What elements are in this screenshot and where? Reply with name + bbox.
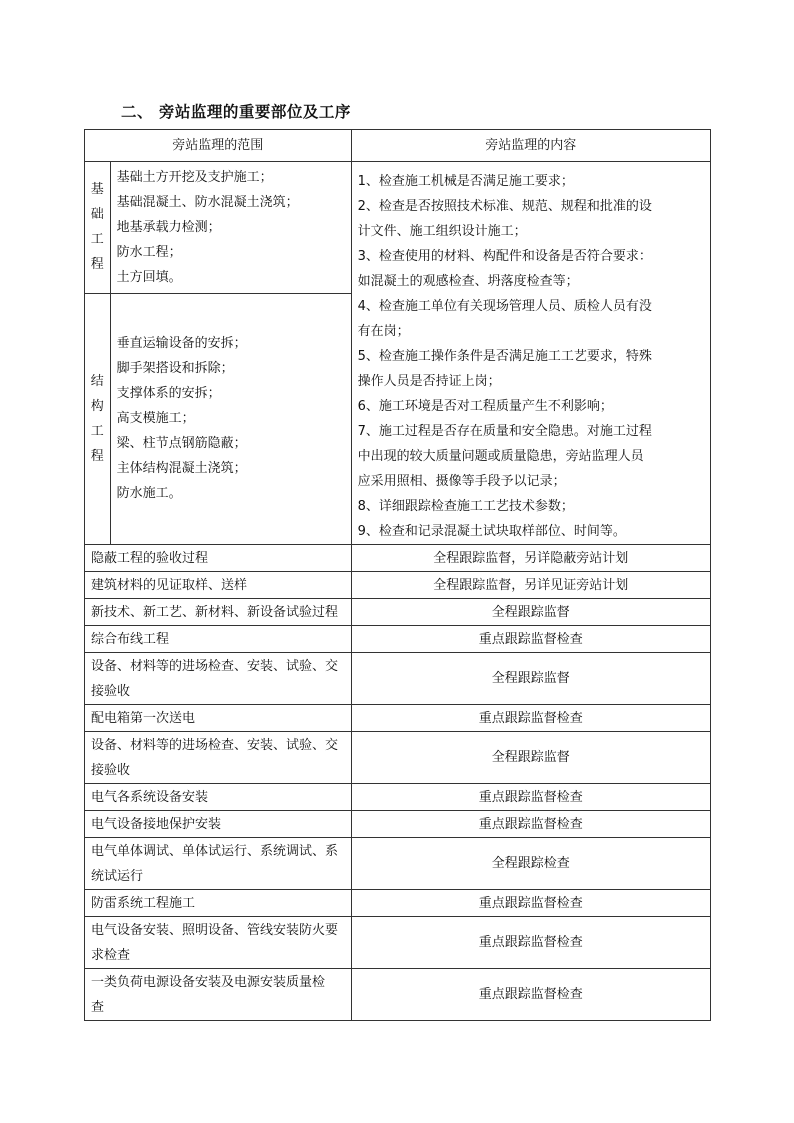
group-label-char: 程 [90,448,104,464]
row-scope-line: 电气设备接地保护安装 [91,816,222,832]
table-row [85,626,711,653]
row-scope-line: 查 [91,999,105,1015]
row-scope-line: 配电箱第一次送电 [91,710,196,726]
row-content: 全程跟踪监督 [351,653,710,705]
table-row [85,732,711,784]
row-scope [85,969,352,1021]
row-scope [85,732,352,784]
row-scope [85,784,352,811]
row-scope-line: 接验收 [91,762,131,778]
row-content: 重点跟踪监督检查 [351,917,710,969]
group-label-char: 工 [90,423,104,439]
row-scope [85,917,352,969]
table-row [85,838,711,890]
content-line: 中出现的较大质量问题或质量隐患，旁站监理人员 [357,449,644,464]
row-scope-line: 求检查 [91,947,131,963]
table-row [85,572,711,599]
row-scope-line: 设备、材料等的进场检查、安装、试验、交 [91,658,339,674]
group-item: 主体结构混凝土浇筑； [116,461,247,477]
row-scope-line: 电气单体调试、单体试运行、系统调试、系 [91,843,339,859]
row-content: 重点跟踪监督检查 [351,811,710,838]
group-item: 梁、柱节点钢筋隐蔽； [116,436,247,452]
row-content: 重点跟踪监督检查 [351,705,710,732]
content-line: 3、检查使用的材料、构配件和设备是否符合要求： [357,249,652,264]
group-label-char: 结 [90,373,104,389]
group-label-char: 工 [90,232,104,248]
table-row [85,811,711,838]
section-heading: 二、 旁站监理的重要部位及工序 [121,103,351,121]
group-item: 地基承载力检测； [116,219,221,235]
row-content: 全程跟踪监督 [351,732,710,784]
row-scope-line: 隐蔽工程的验收过程 [91,550,209,566]
row-scope-line: 一类负荷电源设备安装及电源安装质量检 [91,974,326,990]
row-scope [85,626,352,653]
row-content: 重点跟踪监督检查 [351,626,710,653]
content-line: 6、施工环境是否对工程质量产生不利影响； [357,399,613,414]
group-items-foundation [110,162,351,294]
content-line: 应采用照相、摄像等手段予以记录； [357,474,566,489]
content-line: 2、检查是否按照技术标准、规范、规程和批准的设 [357,199,652,214]
table-row [85,653,711,705]
content-line: 4、检查施工单位有关现场管理人员、质检人员有没 [357,299,652,314]
group-item: 基础土方开挖及支护施工； [116,169,273,185]
content-line: 操作人员是否持证上岗； [357,374,501,389]
row-scope-line: 综合布线工程 [91,631,170,647]
content-line: 7、施工过程是否存在质量和安全隐患。对施工过程 [357,424,652,439]
supervision-table [84,129,711,1021]
content-line: 如混凝土的观感检查、坍落度检查等； [357,274,579,289]
header-scope: 旁站监理的范围 [85,130,352,162]
table-row [85,890,711,917]
row-content: 全程跟踪监督 [351,599,710,626]
row-scope [85,653,352,705]
content-line: 8、详细跟踪检查施工工艺技术参数； [357,499,574,514]
group-label-structure [85,293,111,544]
row-scope [85,599,352,626]
group-item: 垂直运输设备的安拆； [116,336,247,352]
row-scope-line: 防雷系统工程施工 [91,895,196,911]
row-scope [85,572,352,599]
table-row [85,917,711,969]
group-item: 防水施工。 [116,486,182,502]
inspection-content-cell [351,162,710,545]
table-row [85,545,711,572]
table-row [85,969,711,1021]
table-row [85,599,711,626]
group-item: 支撑体系的安拆； [116,386,221,402]
group-row-foundation [85,162,711,294]
group-items-structure [110,293,351,544]
row-scope [85,838,352,890]
table-header-row [85,130,711,162]
row-scope [85,890,352,917]
row-content: 全程跟踪检查 [351,838,710,890]
group-label-char: 础 [90,207,104,223]
row-content: 重点跟踪监督检查 [351,784,710,811]
row-scope [85,545,352,572]
row-scope-line: 设备、材料等的进场检查、安装、试验、交 [91,737,339,753]
row-scope [85,705,352,732]
content-line: 9、检查和记录混凝土试块取样部位、时间等。 [357,524,626,539]
group-item: 防水工程； [116,244,182,260]
row-scope-line: 建筑材料的见证取样、送样 [91,577,248,593]
table-row [85,784,711,811]
group-item: 土方回填。 [116,269,182,285]
group-item: 基础混凝土、防水混凝土浇筑； [116,194,299,210]
group-item: 脚手架搭设和拆除； [116,361,234,377]
table-row [85,705,711,732]
row-scope-line: 新技术、新工艺、新材料、新设备试验过程 [91,604,339,620]
group-label-foundation [85,162,111,294]
row-content: 全程跟踪监督，另详见证旁站计划 [351,572,710,599]
row-content: 重点跟踪监督检查 [351,890,710,917]
row-content: 重点跟踪监督检查 [351,969,710,1021]
content-line: 计文件、施工组织设计施工； [357,224,527,239]
group-item: 高支模施工； [116,411,195,427]
row-scope-line: 电气设备安装、照明设备、管线安装防火要 [91,922,339,938]
row-scope-line: 电气各系统设备安装 [91,789,209,805]
group-label-char: 构 [90,398,104,414]
group-label-char: 程 [90,257,104,273]
row-scope [85,811,352,838]
content-line: 1、检查施工机械是否满足施工要求； [357,174,574,189]
row-scope-line: 统试运行 [91,868,144,884]
row-scope-line: 接验收 [91,683,131,699]
content-line: 5、检查施工操作条件是否满足施工工艺要求，特殊 [357,349,652,364]
row-content: 全程跟踪监督，另详隐蔽旁站计划 [351,545,710,572]
content-line: 有在岗； [357,324,410,339]
group-label-char: 基 [90,182,104,198]
header-content: 旁站监理的内容 [351,130,710,162]
